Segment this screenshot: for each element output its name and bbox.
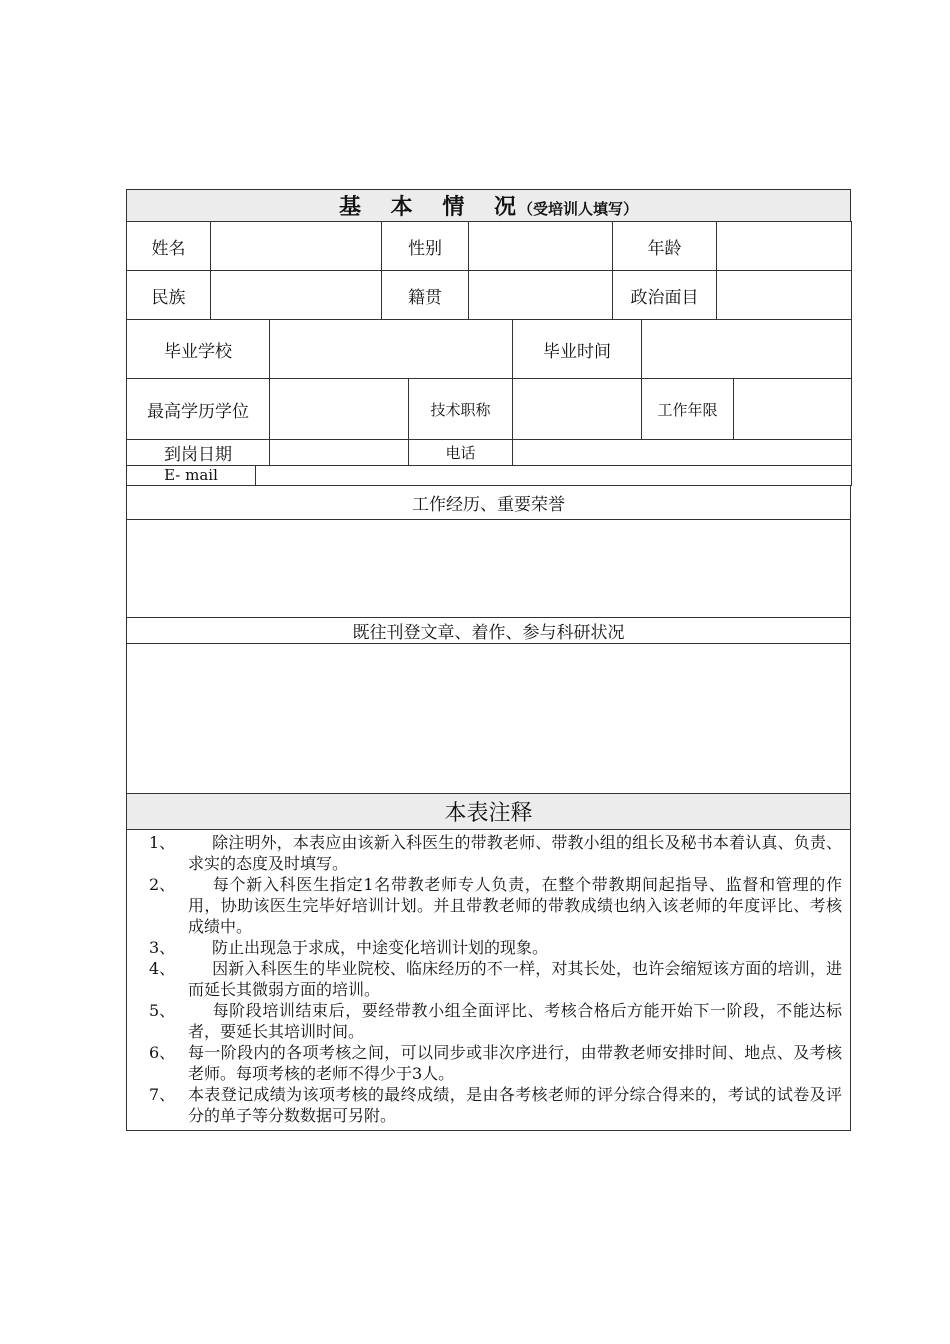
input-school[interactable] [270, 320, 513, 379]
education-table-2 [126, 378, 852, 440]
note-item [135, 937, 842, 958]
publications-content[interactable] [127, 644, 851, 794]
note-item [135, 874, 842, 937]
note-text: 防止出现急于求成，中途变化培训计划的现象。 [212, 938, 549, 957]
label-native-place: 籍贯 [382, 271, 469, 320]
experience-table [126, 485, 851, 1131]
note-number: 2、 [149, 875, 176, 894]
row-ethnicity-native-political [127, 271, 852, 320]
note-text-wrap [188, 937, 842, 958]
input-gender[interactable] [469, 222, 613, 271]
note-text-wrap [188, 1042, 842, 1084]
note-item [135, 1042, 842, 1084]
education-table-1 [126, 319, 852, 379]
row-school [127, 320, 852, 379]
input-title[interactable] [513, 379, 642, 440]
input-arrival-date[interactable] [270, 440, 409, 466]
input-grad-time[interactable] [642, 320, 852, 379]
note-item [135, 832, 842, 874]
note-number: 1、 [149, 833, 176, 852]
email-table [126, 465, 852, 486]
label-political-status: 政治面目 [613, 271, 717, 320]
note-text: 本表登记成绩为该项考核的最终成绩，是由各考核老师的评分综合得来的，考试的试卷及评分的单子等分数数据可另附。 [188, 1085, 842, 1125]
note-text-wrap [188, 874, 842, 937]
note-item [135, 1000, 842, 1042]
notes-heading: 本表注释 [127, 794, 851, 830]
row-name-gender-age [127, 222, 852, 271]
note-text: 每个新入科医生指定1名带教老师专人负责，在整个带教期间起指导、监督和管理的作用，协助该医生完毕好培训计划。并且带教老师的带教成绩也纳入该老师的年度评比、考核成绩中。 [188, 875, 842, 936]
note-number: 4、 [149, 959, 176, 978]
notes-list [135, 832, 842, 1126]
label-work-years: 工作年限 [642, 379, 734, 440]
row-email [127, 466, 852, 486]
note-number: 3、 [149, 938, 176, 957]
input-political-status[interactable] [717, 271, 852, 320]
experience-heading: 工作经历、重要荣誉 [127, 486, 851, 520]
label-gender: 性别 [382, 222, 469, 271]
note-text: 因新入科医生的毕业院校、临床经历的不一样，对其长处，也许会缩短该方面的培训，进而延长其微弱方面的培训。 [188, 959, 842, 999]
input-name[interactable] [211, 222, 382, 271]
input-ethnicity[interactable] [211, 271, 382, 320]
experience-content[interactable] [127, 520, 851, 618]
note-item [135, 958, 842, 1000]
notes-content [127, 830, 851, 1131]
label-degree: 最高学历学位 [127, 379, 270, 440]
form-title [127, 190, 851, 222]
note-number: 6、 [149, 1043, 176, 1062]
form-title-main: 基 本 情 况 [339, 194, 518, 220]
note-text: 每一阶段内的各项考核之间，可以同步或非次序进行，由带教老师安排时间、地点、及考核老师。每项考核的老师不得少于3人。 [188, 1043, 842, 1083]
input-native-place[interactable] [469, 271, 613, 320]
label-school: 毕业学校 [127, 320, 270, 379]
publications-heading: 既往刊登文章、着作、参与科研状况 [127, 618, 851, 644]
personal-info-table-1 [126, 221, 852, 320]
note-text-wrap [188, 832, 842, 874]
input-phone[interactable] [513, 440, 852, 466]
label-age: 年龄 [613, 222, 717, 271]
label-name: 姓名 [127, 222, 211, 271]
title-table [126, 189, 851, 222]
input-age[interactable] [717, 222, 852, 271]
note-text-wrap [188, 1084, 842, 1126]
note-text-wrap [188, 958, 842, 1000]
note-text: 每阶段培训结束后，要经带教小组全面评比、考核合格后方能开始下一阶段，不能达标者，要延长其培训时间。 [188, 1001, 842, 1041]
note-item [135, 1084, 842, 1126]
label-email: E- mail [127, 466, 256, 486]
note-text-wrap [188, 1000, 842, 1042]
note-text: 除注明外，本表应由该新入科医生的带教老师、带教小组的组长及秘书本着认真、负责、求实的态度及时填写。 [188, 833, 842, 873]
form-title-subtitle: （受培训人填写） [517, 200, 638, 218]
input-email[interactable] [256, 466, 852, 486]
basic-info-form [126, 189, 851, 1131]
input-degree[interactable] [270, 379, 409, 440]
input-work-years[interactable] [734, 379, 852, 440]
label-title: 技术职称 [409, 379, 513, 440]
row-arrival-phone [127, 440, 852, 466]
label-ethnicity: 民族 [127, 271, 211, 320]
label-phone: 电话 [409, 440, 513, 466]
note-number: 7、 [149, 1085, 176, 1104]
note-number: 5、 [149, 1001, 176, 1020]
contact-table [126, 439, 852, 466]
label-grad-time: 毕业时间 [513, 320, 642, 379]
row-degree [127, 379, 852, 440]
label-arrival-date: 到岗日期 [127, 440, 270, 466]
